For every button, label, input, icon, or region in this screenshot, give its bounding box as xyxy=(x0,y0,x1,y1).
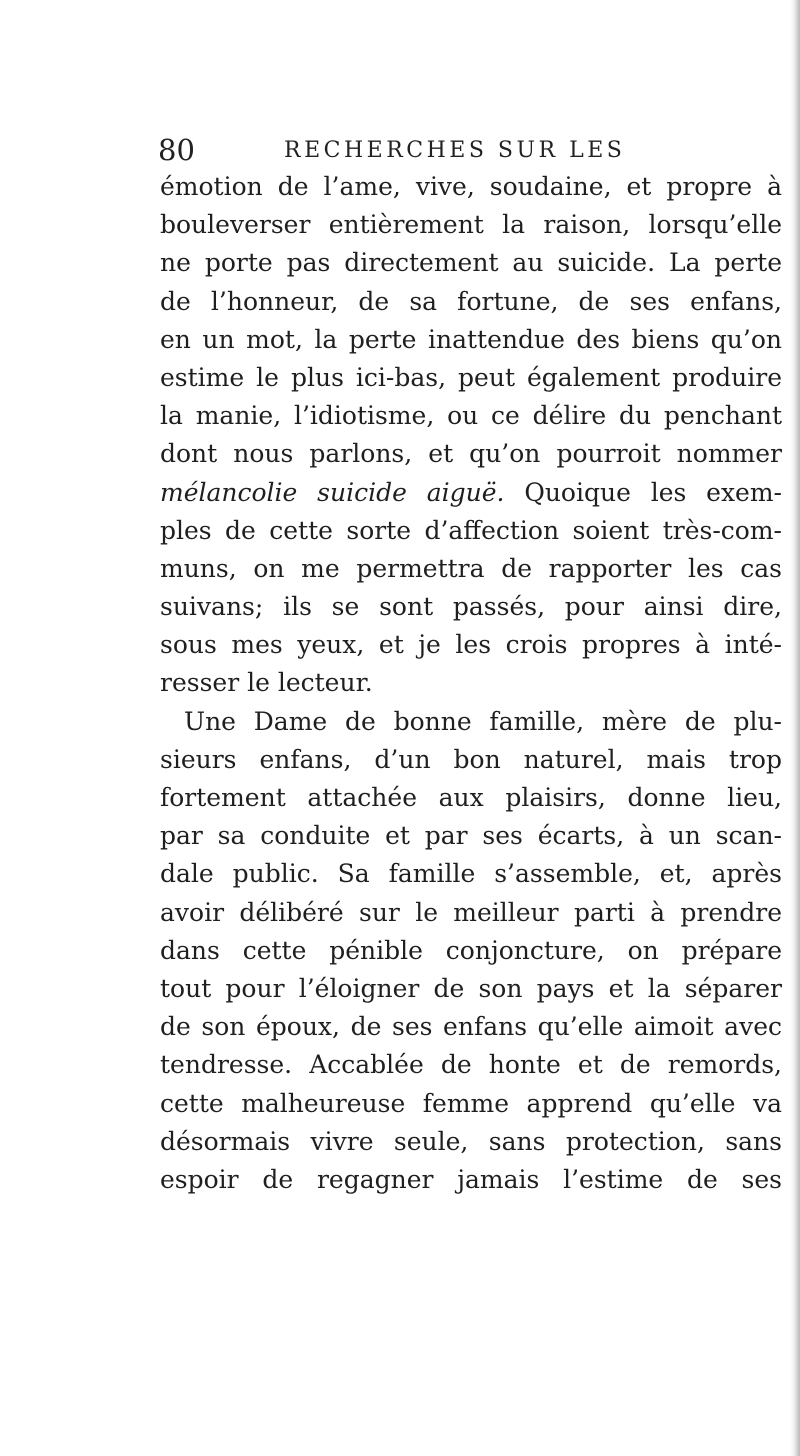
page-edge-shadow xyxy=(790,0,800,1456)
text-line: sieurs enfans, d’un bon naturel, mais trop xyxy=(160,744,782,774)
text-line: resser le lecteur. xyxy=(160,668,373,698)
running-head: RECHERCHES SUR LES xyxy=(284,138,626,163)
text-line: dale public. Sa famille s’assemble, et, après xyxy=(160,859,782,889)
text-line: par sa conduite et par ses écarts, à un scan- xyxy=(160,821,782,851)
text-line: de son époux, de ses enfans qu’elle aimoit avec xyxy=(160,1012,782,1042)
text-line: dans cette pénible conjoncture, on prépare xyxy=(160,935,782,965)
text-line: bouleverser entièrement la raison, lorsqu’elle xyxy=(160,210,782,240)
text-line: dont nous parlons, et qu’on pourroit nommer xyxy=(160,439,782,469)
italic-phrase: mélancolie suicide aiguë. xyxy=(160,477,505,507)
text-line: la manie, l’idiotisme, ou ce délire du penchant xyxy=(160,401,782,431)
text-line: ples de cette sorte d’affection soient très-com- xyxy=(160,515,782,545)
text-line: tout pour l’éloigner de son pays et la séparer xyxy=(160,973,782,1003)
body-text xyxy=(160,168,782,1199)
text-line: Une Dame de bonne famille, mère de plu- xyxy=(184,706,782,736)
text-line: ne porte pas directement au suicide. La perte xyxy=(160,248,782,278)
text-line: estime le plus ici-bas, peut également produire xyxy=(160,362,782,392)
text-line: de l’honneur, de sa fortune, de ses enfans, xyxy=(160,286,782,316)
text-line: en un mot, la perte inattendue des biens qu’on xyxy=(160,324,782,354)
text-line: espoir de regagner jamais l’estime de ses xyxy=(160,1164,782,1194)
text-line: désormais vivre seule, sans protection, sans xyxy=(160,1126,782,1156)
text-line: tendresse. Accablée de honte et de remords, xyxy=(160,1050,782,1080)
text-line: muns, on me permettra de rapporter les cas xyxy=(160,553,782,583)
text-line: cette malheureuse femme apprend qu’elle va xyxy=(160,1088,782,1118)
text-line: avoir délibéré sur le meilleur parti à prendre xyxy=(160,897,782,927)
text-line: sous mes yeux, et je les crois propres à inté- xyxy=(160,630,782,660)
page-header xyxy=(158,130,678,170)
text-line: émotion de l’ame, vive, soudaine, et propre à xyxy=(160,172,782,201)
text-line: fortement attachée aux plaisirs, donne lieu, xyxy=(160,783,782,812)
text-segment: Quoique les exem- xyxy=(524,477,783,507)
page-number: 80 xyxy=(158,133,195,167)
text-line xyxy=(160,474,782,512)
text-line: suivans; ils se sont passés, pour ainsi dire, xyxy=(160,592,782,622)
